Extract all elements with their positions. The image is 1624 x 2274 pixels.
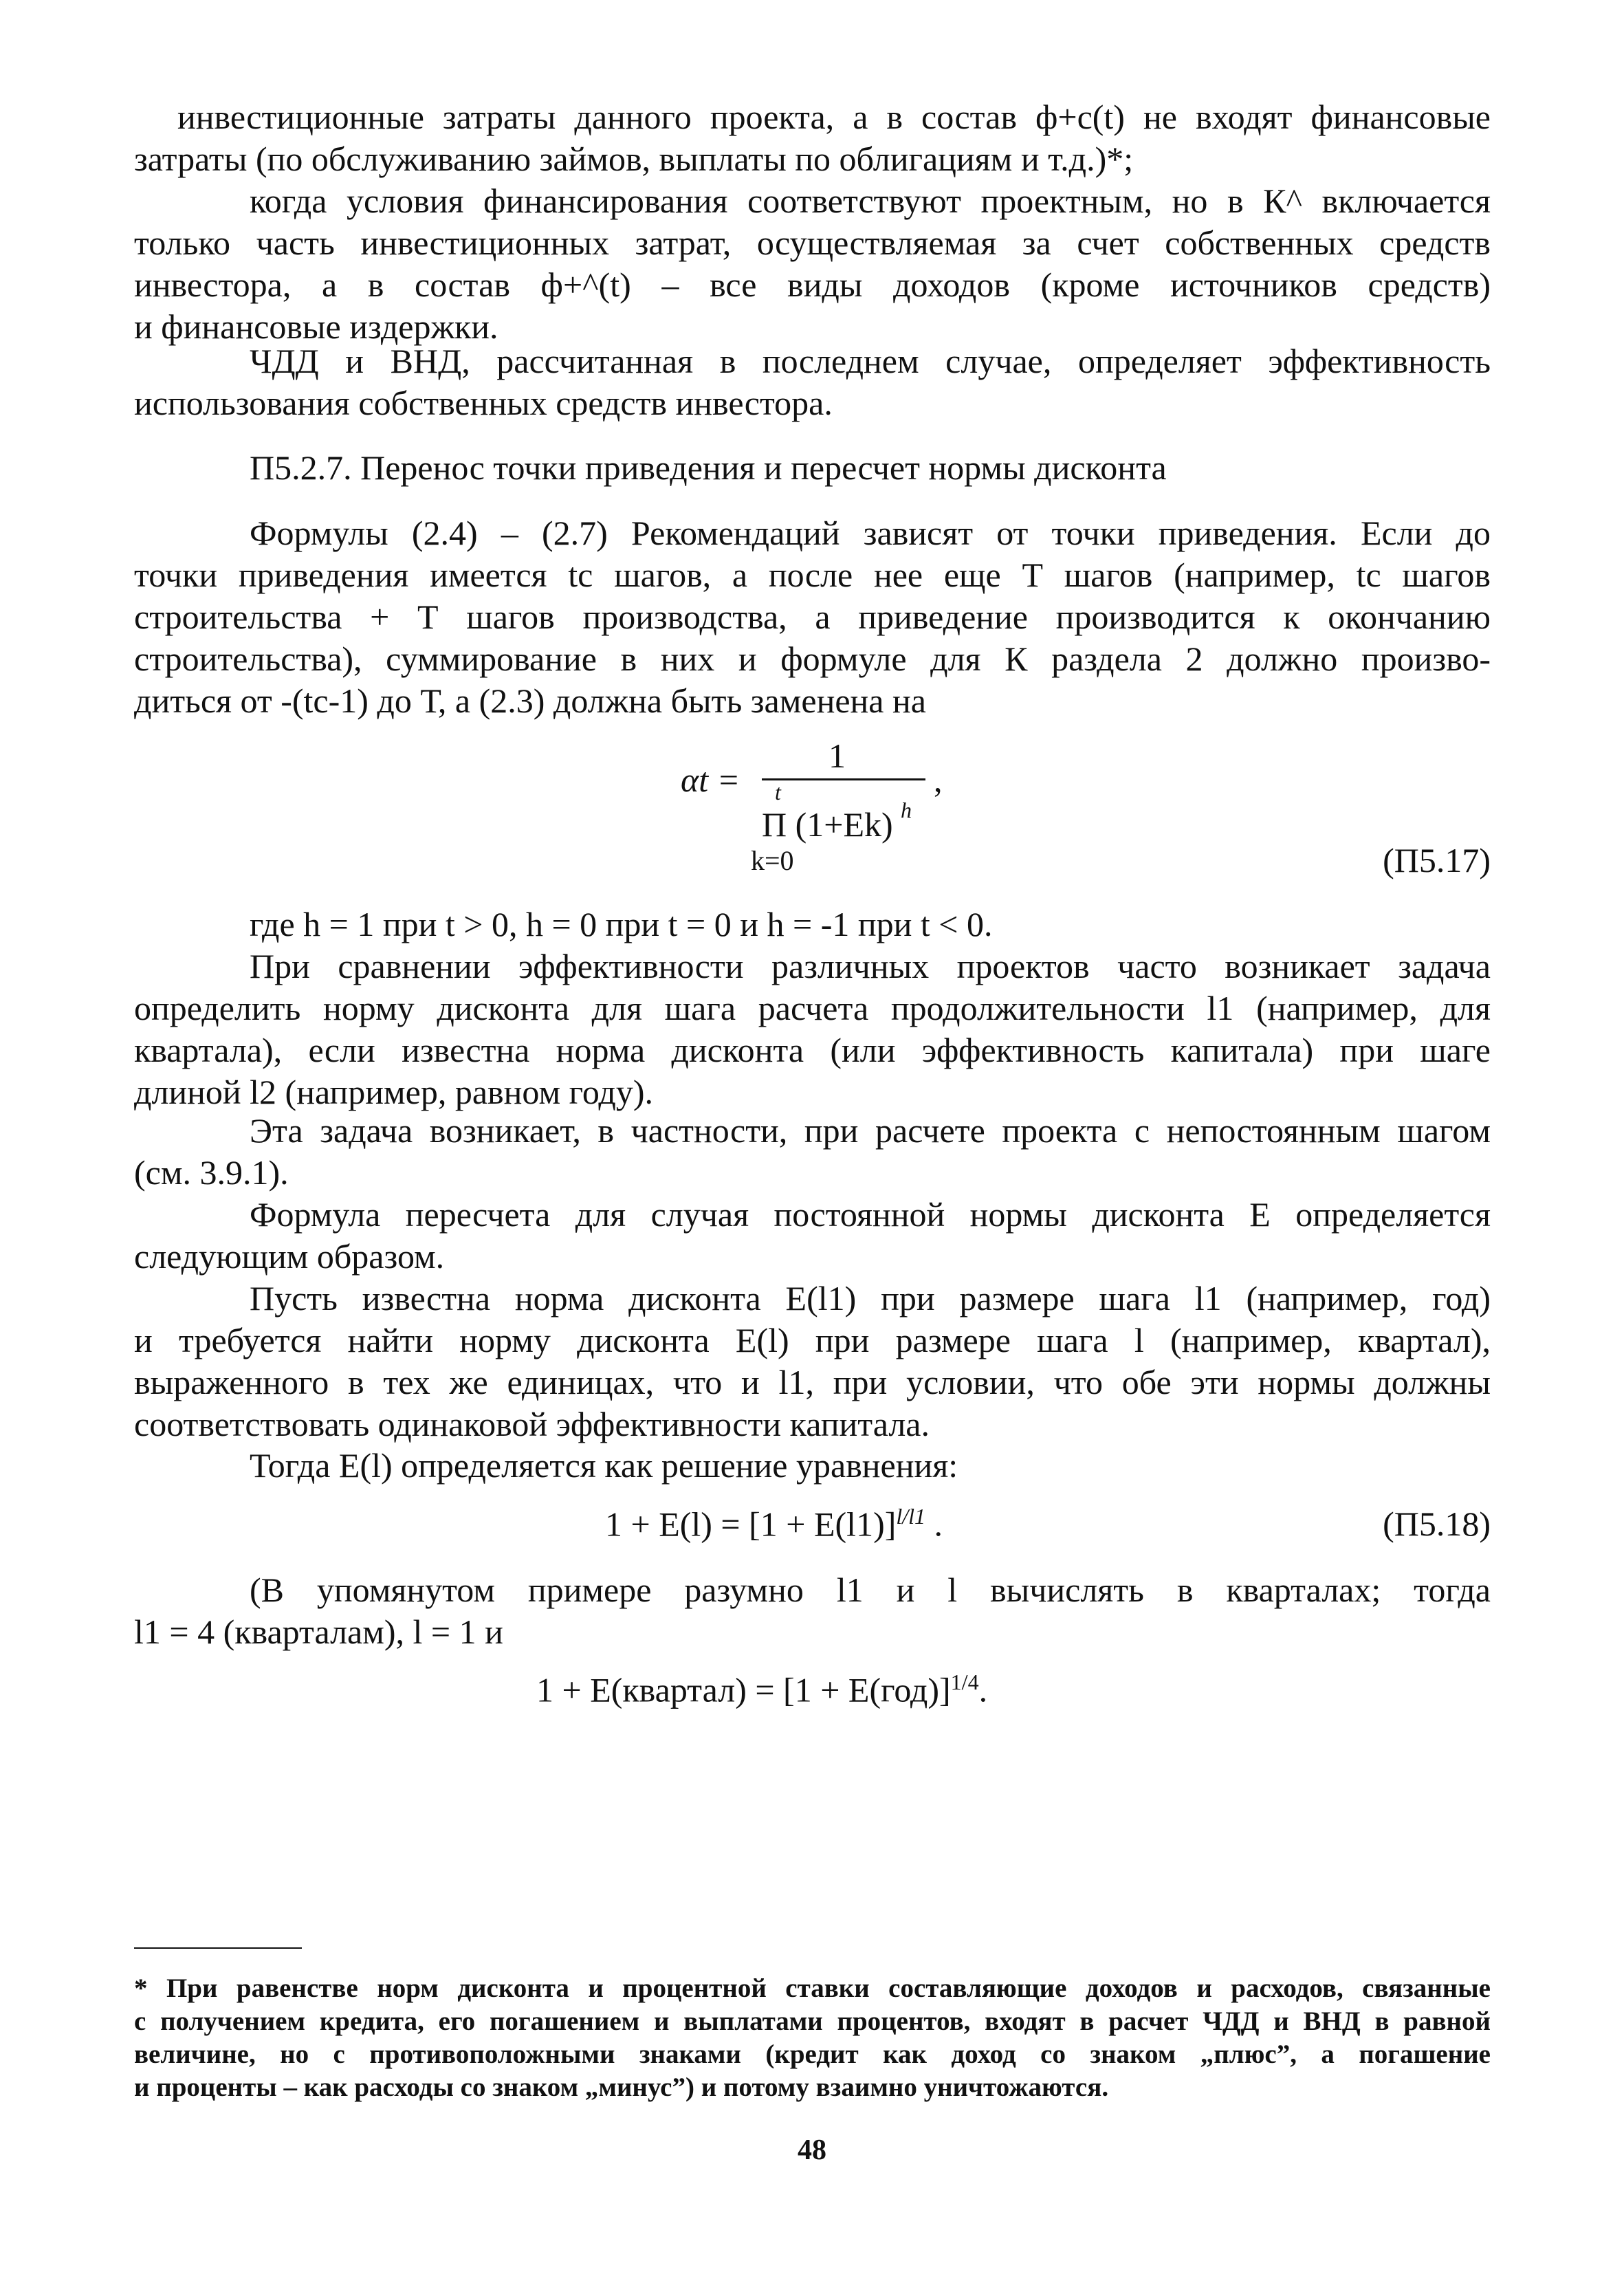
text-line: При сравнении эффективности различных проектов часто возникает задача: [250, 947, 1491, 985]
text-line: когда условия финансирования соответствуют проектным, но в К^ включается: [250, 182, 1491, 220]
section-heading: П5.2.7. Перенос точки приведения и пересчет нормы дисконта: [250, 448, 1167, 487]
text-line: инвестора, а в состав ф+^(t) – все виды доходов (кроме источников средств): [134, 265, 1491, 304]
footnote-line: с получением кредита, его погашением и выплатами процентов, входят в расчет ЧДД и ВНД в равной: [134, 2007, 1491, 2036]
text-line: точки приведения имеется tc шагов, а после нее еще Т шагов (например, tc шагов: [134, 556, 1491, 594]
text-line: l1 = 4 (кварталам), l = 1 и: [134, 1612, 503, 1651]
text-line: где h = 1 при t > 0, h = 0 при t = 0 и h = -1 при t < 0.: [250, 905, 993, 943]
text-line: следующим образом.: [134, 1237, 445, 1276]
formula-comma: ,: [934, 761, 943, 799]
text-line: Эта задача возникает, в частности, при расчете проекта с непостоянным шагом: [250, 1111, 1491, 1150]
text-line: и финансовые издержки.: [134, 307, 498, 346]
text-line: ЧДД и ВНД, рассчитанная в последнем случае, определяет эффективность: [250, 342, 1491, 380]
text-line: диться от -(tc-1) до Т, а (2.3) должна быть заменена на: [134, 681, 926, 720]
text-line: только часть инвестиционных затрат, осуществляемая за счет собственных средств: [134, 223, 1491, 262]
product-upper-limit: t: [775, 780, 781, 805]
text-line: Формула пересчета для случая постоянной нормы дисконта Е определяется: [250, 1195, 1491, 1234]
text-line: Формулы (2.4) – (2.7) Рекомендаций зависят от точки приведения. Если до: [250, 514, 1491, 552]
footnote-line: * При равенстве норм дисконта и процентной ставки составляющие доходов и расходов, связанные: [134, 1974, 1491, 2003]
text-line: (см. 3.9.1).: [134, 1153, 289, 1192]
text-line: и требуется найти норму дисконта Е(l) при размере шага l (например, квартал),: [134, 1321, 1491, 1359]
fraction-bar: [762, 778, 925, 780]
footnote-line: и проценты – как расходы со знаком „минус”) и потому взаимно уничтожаются.: [134, 2073, 1109, 2102]
text-line: строительства + Т шагов производства, а приведение производится к окончанию: [134, 598, 1491, 636]
text-line: затраты (по обслуживанию займов, выплаты по облигациям и т.д.)*;: [134, 140, 1134, 178]
formula-denominator: Π (1+Ek): [762, 805, 893, 844]
text-line: определить норму дисконта для шага расчета продолжительности l1 (например, для: [134, 989, 1491, 1027]
denominator-exponent: h: [901, 798, 912, 822]
text-line: выраженного в тех же единицах, что и l1, при условии, что обе эти нормы должны: [134, 1363, 1491, 1401]
product-lower-limit: k=0: [751, 845, 794, 876]
text-line: соответствовать одинаковой эффективности капитала.: [134, 1405, 930, 1443]
formula-numerator: 1: [829, 736, 846, 775]
text-line: квартала), если известна норма дисконта (или эффективность капитала) при шаге: [134, 1031, 1491, 1069]
formula-body: $1 + E(l) = [1 + E(l1)]^{l/l1}$ .: [605, 1504, 943, 1544]
footnote-line: величине, но с противоположными знаками (кредит как доход со знаком „плюс”, а погашение: [134, 2040, 1491, 2069]
text-line: инвестиционные затраты данного проекта, а в состав ф+с(t) не входят финансовые: [177, 98, 1491, 136]
text-line: Пусть известна норма дисконта Е(l1) при размере шага l1 (например, год): [250, 1279, 1491, 1318]
text-line: длиной l2 (например, равном году).: [134, 1073, 654, 1111]
page-number: 48: [798, 2134, 826, 2166]
footnote-separator: [134, 1947, 302, 1949]
formula-exponent: 1/4: [950, 1670, 979, 1694]
text-line: (В упомянутом примере разумно l1 и l вычислять в кварталах; тогда: [250, 1571, 1491, 1609]
equation-number: (П5.18): [1383, 1505, 1491, 1543]
formula-lhs: αt =: [681, 761, 740, 799]
text-line: Тогда Е(l) определяется как решение уравнения:: [250, 1446, 958, 1485]
equation-number: (П5.17): [1383, 841, 1491, 879]
formula-quarter-year: 1 + E(квартал) = $[1 + E(год)]^{1/4}$.: [536, 1670, 988, 1709]
text-line: строительства), суммирование в них и формуле для К раздела 2 должно произво-: [134, 639, 1491, 678]
formula-exponent: l/l1: [896, 1504, 926, 1529]
text-line: использования собственных средств инвестора.: [134, 384, 833, 422]
